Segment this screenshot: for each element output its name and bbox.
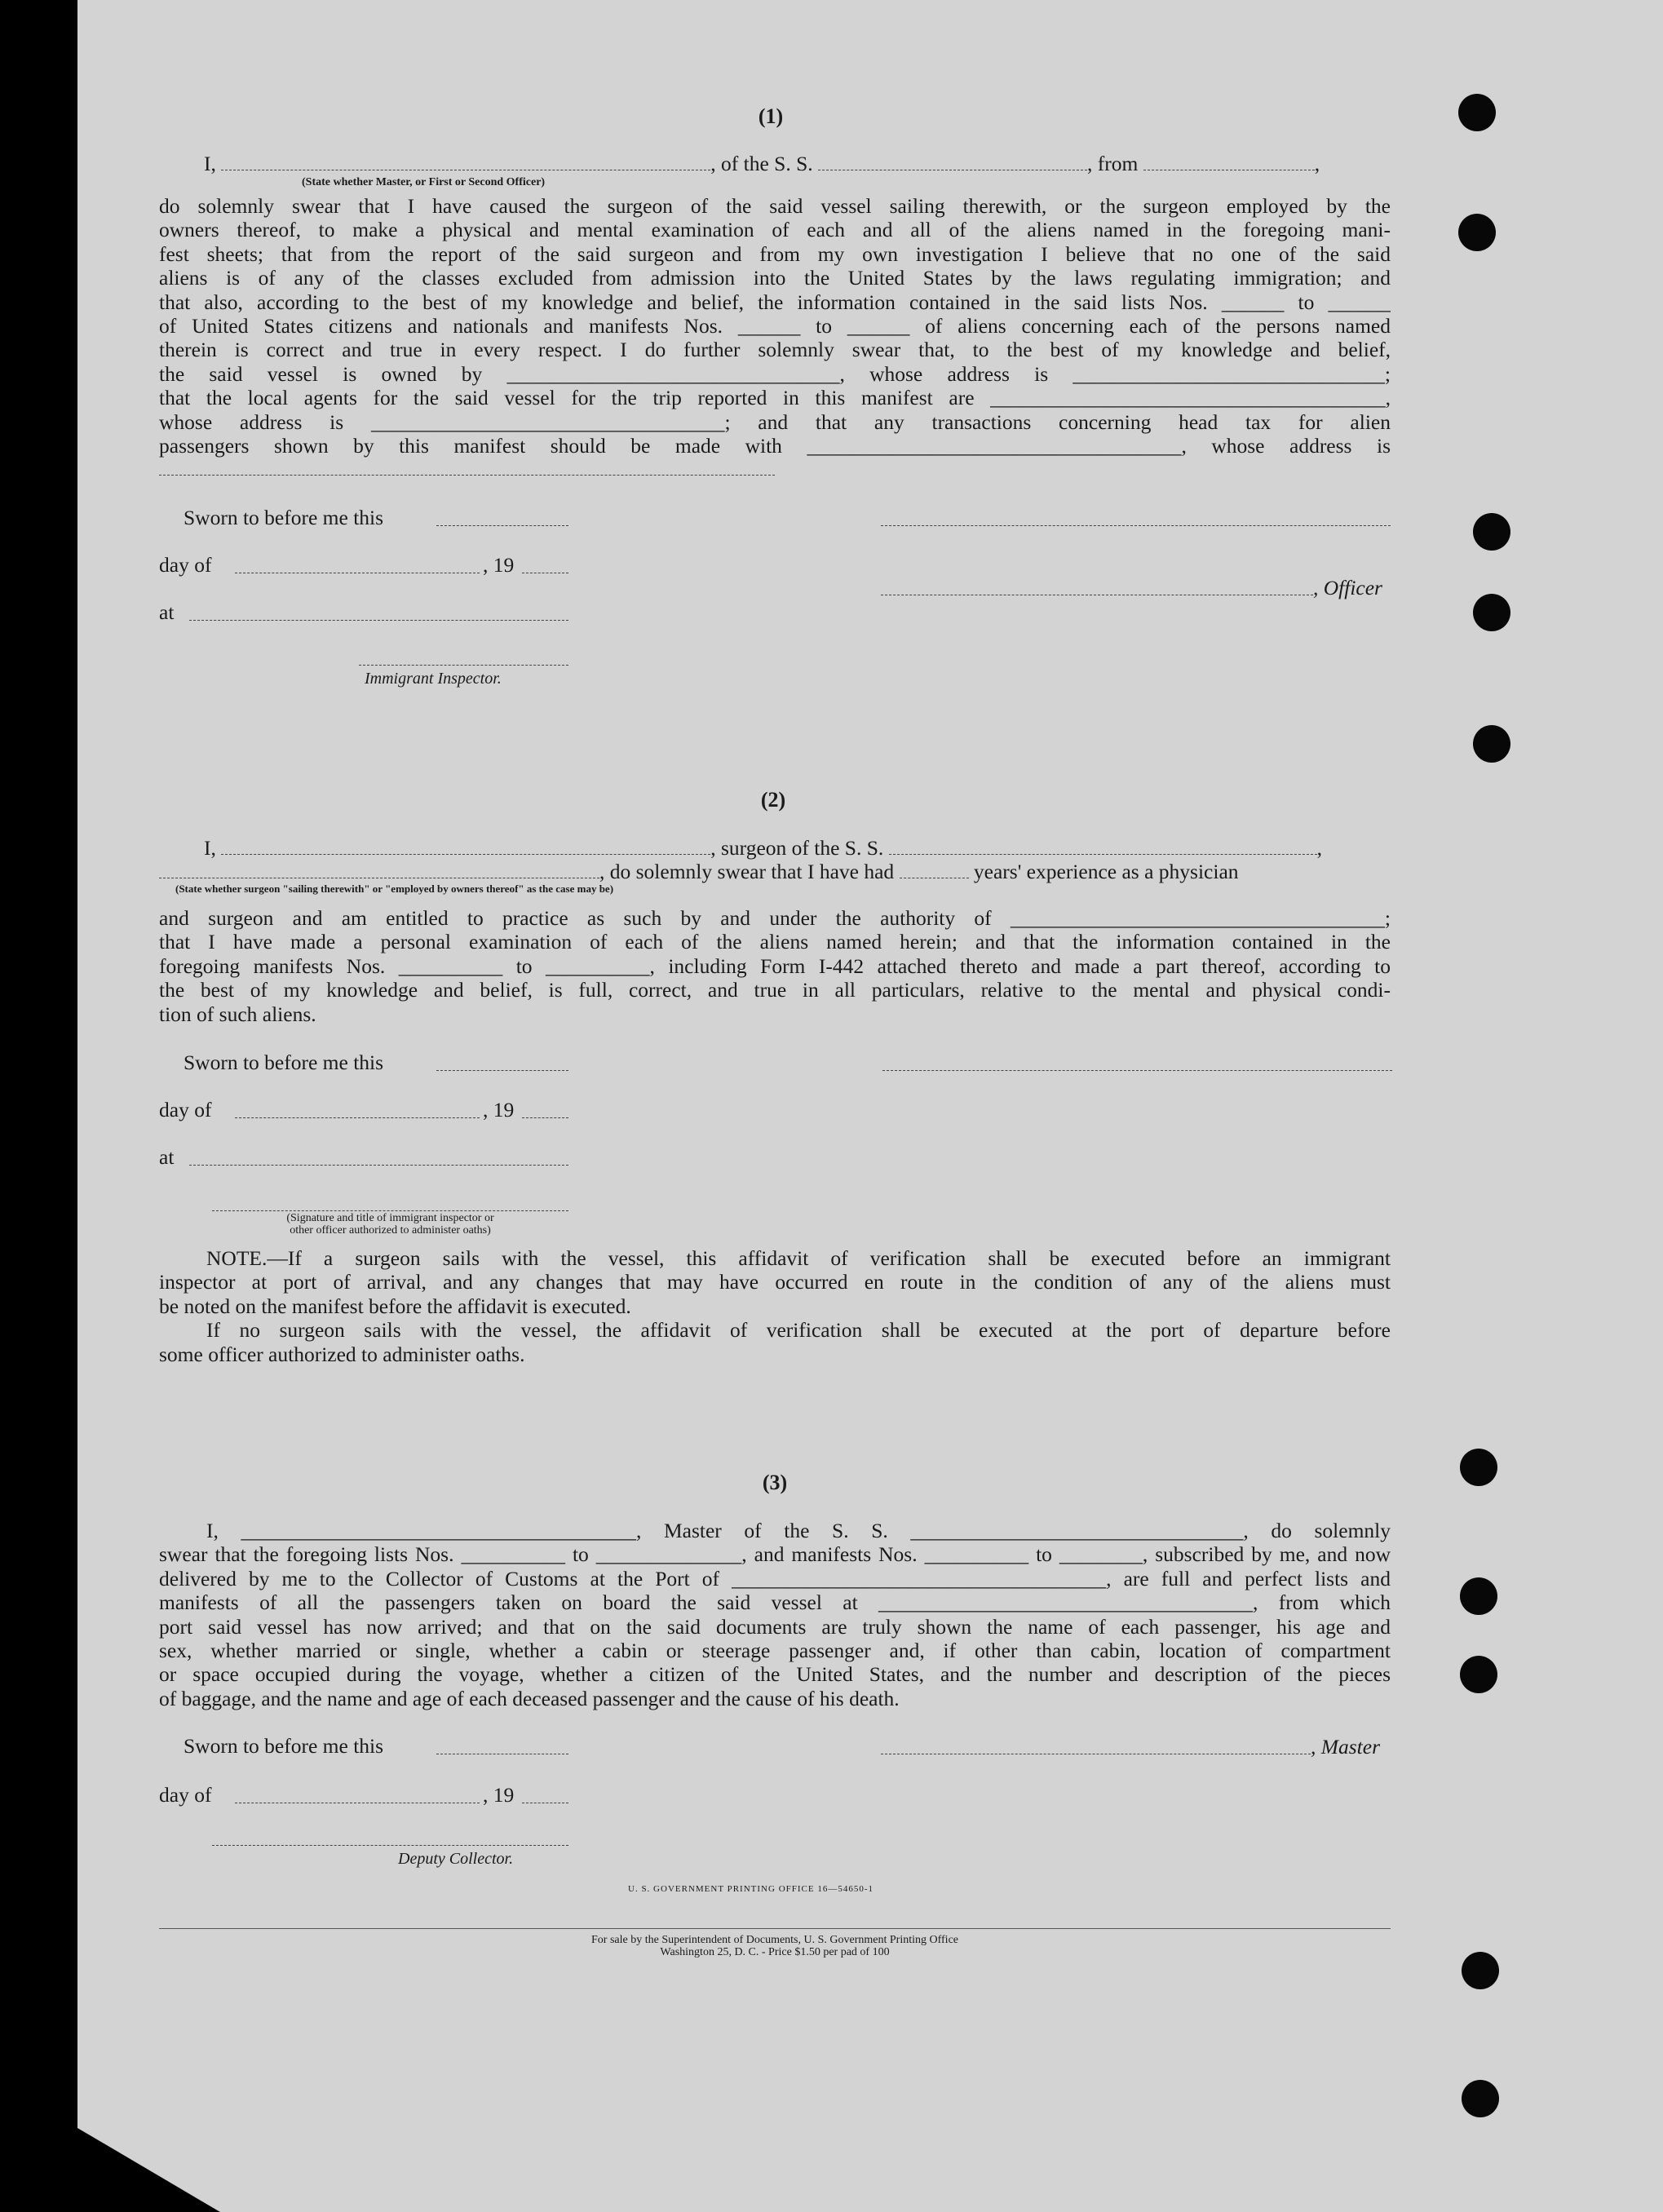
note-line: some officer authorized to administer oaths. (159, 1342, 525, 1366)
body-line: delivered by me to the Collector of Customs at the Port of ____________________________________, are full and perfect lists and (159, 1566, 1391, 1590)
body-line: swear that the foregoing lists Nos. __________ to ______________, and manifests Nos. __________ to ________, subscribed by me, and now (159, 1542, 1391, 1567)
body-line: manifests of all the passengers taken on board the said vessel at ____________________________________, from which (159, 1590, 1391, 1615)
punch-hole-icon (1460, 1656, 1497, 1693)
text: , do solemnly swear that I have had (599, 860, 895, 883)
at-label: at (159, 600, 175, 624)
body-line: do solemnly swear that I have caused the surgeon of the said vessel sailing therewith, or the surgeon employed by the (159, 194, 1391, 218)
note-line: NOTE.—If a surgeon sails with the vessel, this affidavit of verification shall be executed before an immigrant (206, 1246, 1391, 1270)
text: I, (204, 836, 216, 860)
section-1-number: (1) (758, 104, 784, 128)
body-line: I, ______________________________________, Master of the S. S. ________________________________, do solemnly (206, 1519, 1391, 1542)
officer-title: , Officer (1313, 576, 1382, 599)
signature-note-1: (Signature and title of immigrant inspector or (286, 1212, 494, 1224)
punch-hole-icon (1458, 94, 1496, 131)
collector-label: Deputy Collector. (398, 1850, 514, 1868)
signature-note-2: other officer authorized to administer oaths) (290, 1224, 491, 1237)
punch-hole-icon (1473, 725, 1510, 763)
collector-signature-field[interactable] (212, 1845, 568, 1846)
body-line: of baggage, and the name and age of each deceased passenger and the cause of his death. (159, 1686, 900, 1710)
body-line: tion of such aliens. (159, 1002, 316, 1026)
body-line: passengers shown by this manifest should be made with ____________________________________, whose address is (159, 433, 1391, 458)
note-line: inspector at port of arrival, and any changes that may have occurred en route in the condition of any of the aliens must (159, 1270, 1391, 1294)
punch-hole-icon (1473, 594, 1510, 631)
body-line: fest sheets; that from the report of the said surgeon and from my own investigation I believe that no one of the said (159, 241, 1391, 266)
sworn-label: Sworn to before me this (184, 506, 384, 529)
sworn-label: Sworn to before me this (184, 1051, 384, 1074)
officer-signature-field[interactable] (881, 525, 1391, 526)
punch-hole-icon (1462, 2080, 1499, 2117)
body-line: that the local agents for the said vessel for the trip reported in this manifest are ______________________________________, (159, 386, 1391, 410)
body-line: foregoing manifests Nos. __________ to __________, including Form I-442 attached thereto and made a part thereof, according to (159, 953, 1391, 978)
note-line: be noted on the manifest before the affidavit is executed. (159, 1294, 631, 1318)
section-2-line-1 (204, 836, 1322, 860)
body-line: the said vessel is owned by ________________________________, whose address is ______________________________; (159, 361, 1391, 386)
years-experience-field[interactable] (900, 861, 969, 878)
body-line: owners thereof, to make a physical and mental examination of each and all of the aliens named in the foregoing mani- (159, 218, 1391, 242)
section-1-line-1 (204, 152, 1320, 175)
inspector-label: Immigrant Inspector. (365, 670, 502, 688)
year-label: , 19 (483, 1098, 515, 1121)
master-title: , Master (1311, 1735, 1380, 1759)
text: , (1316, 836, 1323, 860)
day-of-label: day of (159, 1783, 212, 1807)
text: , from (1087, 152, 1139, 175)
section-1-body (159, 194, 1391, 458)
year-label: , 19 (483, 1783, 515, 1807)
punch-hole-icon (1462, 1952, 1499, 1989)
body-line: or space occupied during the voyage, whether a citizen of the United States, and the number and description of the pieces (159, 1662, 1391, 1687)
body-line: the best of my knowledge and belief, is full, correct, and true in all particulars, relative to the mental and physical condi- (159, 978, 1391, 1002)
footer-line-2: Washington 25, D. C. - Price $1.50 per pad of 100 (660, 1946, 890, 1958)
body-line: that also, according to the best of my knowledge and belief, the information contained in the said lists Nos. ______ to ______ (159, 290, 1391, 314)
address-continuation-field[interactable] (159, 475, 775, 476)
sworn-date-field[interactable] (436, 525, 568, 526)
officer-name-field[interactable] (221, 153, 710, 170)
text: , of the S. S. (710, 152, 813, 175)
at-place-field[interactable] (189, 620, 568, 621)
officer-note: (State whether Master, or First or Second Officer) (302, 176, 546, 188)
surgeon-signature-field[interactable] (882, 1070, 1392, 1071)
text: I, (204, 152, 216, 175)
at-label: at (159, 1145, 175, 1169)
day-of-label: day of (159, 1098, 212, 1121)
punch-hole-icon (1460, 1449, 1497, 1486)
body-line: of United States citizens and nationals and manifests Nos. ______ to ______ of aliens concerning each of the persons named (159, 313, 1391, 338)
month-field[interactable] (235, 1117, 480, 1118)
year-label: , 19 (483, 553, 515, 577)
vessel-name-field[interactable] (889, 838, 1317, 855)
section-2-body (159, 906, 1391, 1026)
print-line: U. S. GOVERNMENT PRINTING OFFICE 16—54650-1 (628, 1884, 874, 1894)
surgeon-note: (State whether surgeon "sailing therewith" or "employed by owners thereof" as the case may be) (175, 883, 614, 895)
punch-hole-icon (1473, 513, 1510, 551)
punch-hole-icon (1458, 214, 1496, 251)
sworn-date-field[interactable] (436, 1070, 568, 1071)
body-line: port said vessel has now arrived; and that on the said documents are truly shown the name of each passenger, his age and (159, 1614, 1391, 1639)
body-line: and surgeon and am entitled to practice as such by and under the authority of ____________________________________; (159, 906, 1391, 930)
body-line: aliens is of any of the classes excluded from admission into the United States by the laws regulating immigration; and (159, 266, 1391, 290)
from-port-field[interactable] (1143, 153, 1315, 170)
punch-hole-icon (1460, 1577, 1497, 1615)
text: , surgeon of the S. S. (710, 836, 884, 860)
body-line: sex, whether married or single, whether a cabin or steerage passenger and, if other than cabin, location of compartment (159, 1638, 1391, 1662)
inspector-signature-field[interactable] (359, 665, 568, 666)
surgeon-name-field[interactable] (221, 838, 710, 855)
section-2-note (159, 1246, 1391, 1366)
surgeon-status-field[interactable] (159, 861, 599, 878)
sworn-label: Sworn to before me this (184, 1734, 384, 1758)
body-line: therein is correct and true in every respect. I do further solemnly swear that, to the best of my knowledge and belief, (159, 338, 1391, 362)
footer-line-1: For sale by the Superintendent of Documents, U. S. Government Printing Office (591, 1934, 958, 1946)
day-of-label: day of (159, 553, 212, 577)
text: , (1314, 152, 1320, 175)
note-line: If no surgeon sails with the vessel, the affidavit of verification shall be executed at the port of departure before (206, 1318, 1391, 1343)
text: years' experience as a physician (973, 860, 1239, 883)
vessel-name-field[interactable] (818, 153, 1087, 170)
body-line: whose address is __________________________________; and that any transactions concerning head tax for alien (159, 409, 1391, 434)
section-3-body (159, 1519, 1391, 1710)
section-3-number: (3) (762, 1471, 788, 1494)
year-field[interactable] (522, 1117, 568, 1118)
section-2-number: (2) (760, 788, 786, 812)
section-2-line-2 (159, 860, 1239, 883)
footer-rule (159, 1928, 1391, 1929)
body-line: that I have made a personal examination of each of the aliens named herein; and that the information contained in the (159, 930, 1391, 954)
authorizing-officer-signature-field[interactable] (212, 1210, 568, 1211)
at-place-field[interactable] (189, 1165, 568, 1166)
